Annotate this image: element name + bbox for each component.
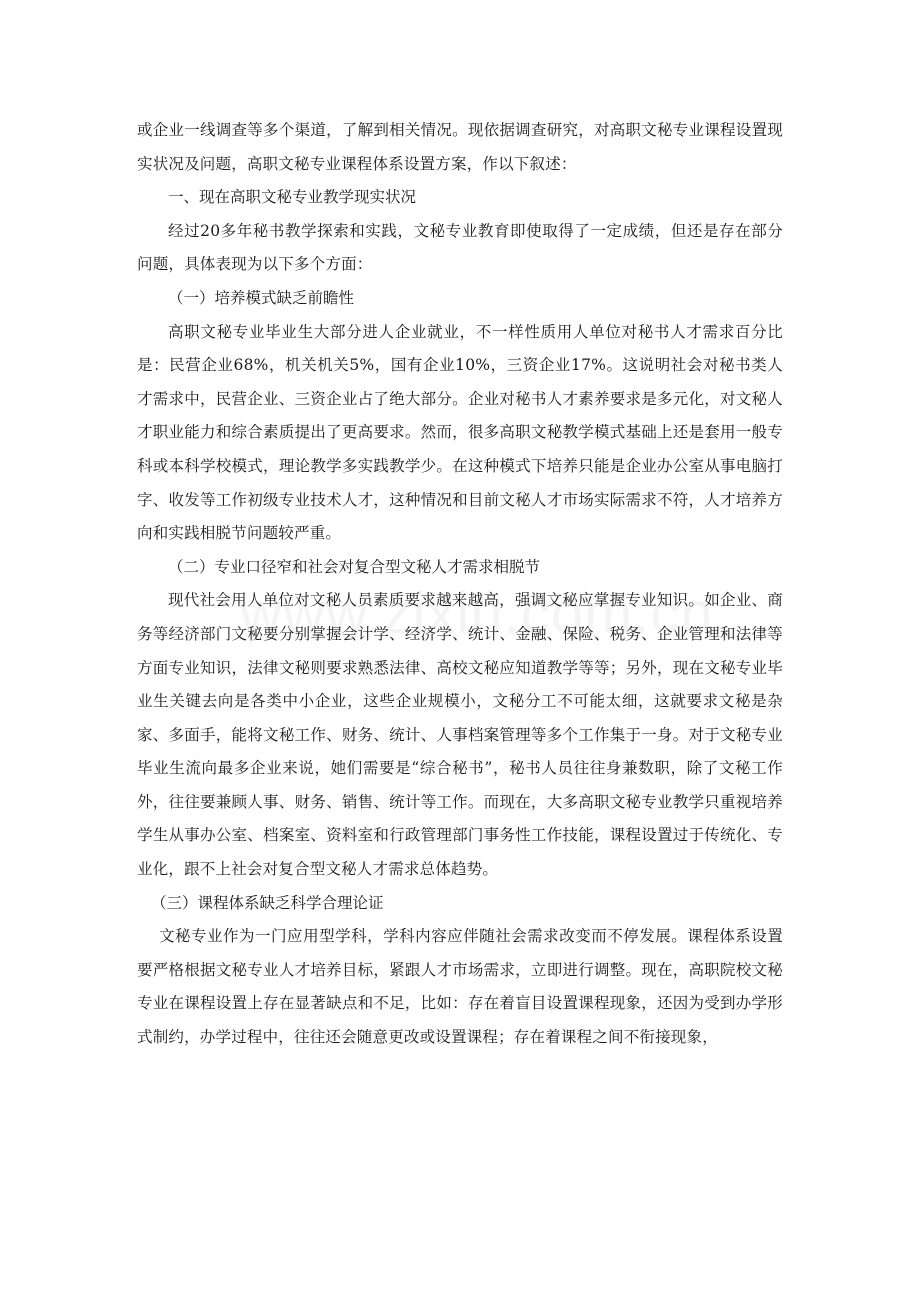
- subsection-heading-3: （三）课程体系缺乏科学合理论证: [151, 893, 384, 912]
- paragraph-intro: 或企业一线调查等多个渠道，了解到相关情况。现依据调查研究，对高职文秘专业课程设置现实状况及问题，高职文秘专业课程体系设置方案，作以下叙述：: [137, 121, 783, 173]
- subsection-heading-2: （二）专业口径窄和社会对复合型文秘人才需求相脱节: [168, 557, 541, 576]
- document-page: [137, 114, 783, 1055]
- subsection-heading-1: （一）培养模式缺乏前瞻性: [168, 288, 355, 307]
- paragraph-overview: 经过20多年秘书教学探索和实践，文秘专业教育即使取得了一定成绩，但还是存在部分问题，具体表现为以下多个方面：: [137, 221, 783, 274]
- paragraph-training-mode: 高职文秘专业毕业生大部分进人企业就业，不一样性质用人单位对秘书人才需求百分比是：民营企业68%，机关机关5%，国有企业10%，三资企业17%。这说明社会对秘书类人才需求中，民营企业、三资企业占了绝大部分。企业对秘书人才素养要求是多元化，对文秘人才职业能力和综合素质提出了更高要求。然而，很多高职文秘教学模式基础上还是套用一般专科或本科学校模式，理论教学多实践教学少。在这种模式下培养只能是企业办公室从事电脑打字、收发等工作初级专业技术人才，这种情况和目前文秘人才市场实际需求不符，人才培养方向和实践相脱节问题较严重。: [137, 322, 783, 543]
- section-heading-1: 一、现在高职文秘专业教学现实状况: [168, 188, 417, 207]
- paragraph-professional-scope: 现代社会用人单位对文秘人员素质要求越来越高，强调文秘应掌握专业知识。如企业、商务等经济部门文秘要分别掌握会计学、经济学、统计、金融、保险、税务、企业管理和法律等方面专业知识，法律文秘则要求熟悉法律、高校文秘应知道教学等等；另外，现在文秘专业毕业生关键去向是各类中小企业，这些企业规模小，文秘分工不可能太细，这就要求文秘是杂家、多面手，能将文秘工作、财务、统计、人事档案管理等多个工作集于一身。对于文秘专业毕业生流向最多企业来说，她们需要是“综合秘书”，秘书人员往往身兼数职，除了文秘工作外，往往要兼顾人事、财务、销售、统计等工作。而现在，大多高职文秘专业教学只重视培养学生从事办公室、档案室、资料室和行政管理部门事务性工作技能，课程设置过于传统化、专业化，跟不上社会对复合型文秘人才需求总体趋势。: [137, 591, 783, 879]
- paragraph-curriculum: 文秘专业作为一门应用型学科，学科内容应伴随社会需求改变而不停发展。课程体系设置要严格根据文秘专业人才培养目标，紧跟人才市场需求，立即进行调整。现在，高职院校文秘专业在课程设置上存在显著缺点和不足，比如：存在着盲目设置课程现象，还因为受到办学形式制约，办学过程中，往往还会随意更改或设置课程；存在着课程之间不衔接现象，: [137, 927, 783, 1047]
